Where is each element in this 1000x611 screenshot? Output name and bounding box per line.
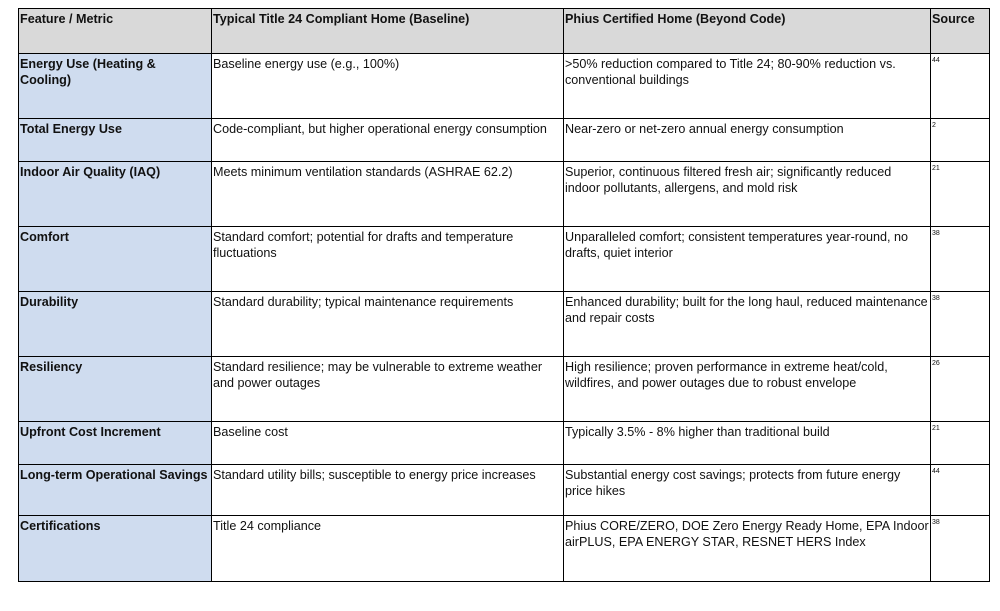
row-feature: Resiliency bbox=[19, 357, 212, 422]
row-source: 21 bbox=[931, 422, 990, 465]
row-phius: High resilience; proven performance in extreme heat/cold, wildfires, and power outages due to robust envelope bbox=[564, 357, 931, 422]
row-phius: Phius CORE/ZERO, DOE Zero Energy Ready Home, EPA Indoor airPLUS, EPA ENERGY STAR, RESNET HERS Index bbox=[564, 516, 931, 582]
comparison-table bbox=[18, 8, 990, 582]
row-baseline: Baseline energy use (e.g., 100%) bbox=[212, 54, 564, 119]
row-phius: Near-zero or net-zero annual energy consumption bbox=[564, 119, 931, 162]
table-row bbox=[19, 292, 990, 357]
row-feature: Comfort bbox=[19, 227, 212, 292]
row-feature: Durability bbox=[19, 292, 212, 357]
row-phius: Typically 3.5% - 8% higher than traditional build bbox=[564, 422, 931, 465]
row-feature: Certifications bbox=[19, 516, 212, 582]
table-row bbox=[19, 227, 990, 292]
comparison-table-container bbox=[18, 8, 990, 582]
row-baseline: Standard comfort; potential for drafts and temperature fluctuations bbox=[212, 227, 564, 292]
row-source: 44 bbox=[931, 54, 990, 119]
table-row bbox=[19, 465, 990, 516]
row-source: 26 bbox=[931, 357, 990, 422]
row-phius: Enhanced durability; built for the long haul, reduced maintenance and repair costs bbox=[564, 292, 931, 357]
row-source: 38 bbox=[931, 227, 990, 292]
row-feature: Long-term Operational Savings bbox=[19, 465, 212, 516]
header-row bbox=[19, 9, 990, 54]
row-feature: Energy Use (Heating & Cooling) bbox=[19, 54, 212, 119]
row-phius: Superior, continuous filtered fresh air; significantly reduced indoor pollutants, allergens, and mold risk bbox=[564, 162, 931, 227]
row-feature: Total Energy Use bbox=[19, 119, 212, 162]
row-source: 38 bbox=[931, 516, 990, 582]
table-row bbox=[19, 357, 990, 422]
table-row bbox=[19, 422, 990, 465]
header-phius: Phius Certified Home (Beyond Code) bbox=[564, 9, 931, 54]
table-row bbox=[19, 162, 990, 227]
table-row bbox=[19, 54, 990, 119]
row-feature: Upfront Cost Increment bbox=[19, 422, 212, 465]
row-source: 2 bbox=[931, 119, 990, 162]
row-baseline: Meets minimum ventilation standards (ASHRAE 62.2) bbox=[212, 162, 564, 227]
row-source: 21 bbox=[931, 162, 990, 227]
row-baseline: Standard resilience; may be vulnerable to extreme weather and power outages bbox=[212, 357, 564, 422]
row-baseline: Standard utility bills; susceptible to energy price increases bbox=[212, 465, 564, 516]
row-baseline: Baseline cost bbox=[212, 422, 564, 465]
header-source: Source bbox=[931, 9, 990, 54]
row-baseline: Standard durability; typical maintenance requirements bbox=[212, 292, 564, 357]
row-phius: Unparalleled comfort; consistent temperatures year-round, no drafts, quiet interior bbox=[564, 227, 931, 292]
row-source: 44 bbox=[931, 465, 990, 516]
row-source: 38 bbox=[931, 292, 990, 357]
header-feature: Feature / Metric bbox=[19, 9, 212, 54]
row-phius: >50% reduction compared to Title 24; 80-90% reduction vs. conventional buildings bbox=[564, 54, 931, 119]
header-baseline: Typical Title 24 Compliant Home (Baseline) bbox=[212, 9, 564, 54]
row-feature: Indoor Air Quality (IAQ) bbox=[19, 162, 212, 227]
table-row bbox=[19, 119, 990, 162]
row-baseline: Code-compliant, but higher operational energy consumption bbox=[212, 119, 564, 162]
row-baseline: Title 24 compliance bbox=[212, 516, 564, 582]
row-phius: Substantial energy cost savings; protects from future energy price hikes bbox=[564, 465, 931, 516]
table-row bbox=[19, 516, 990, 582]
